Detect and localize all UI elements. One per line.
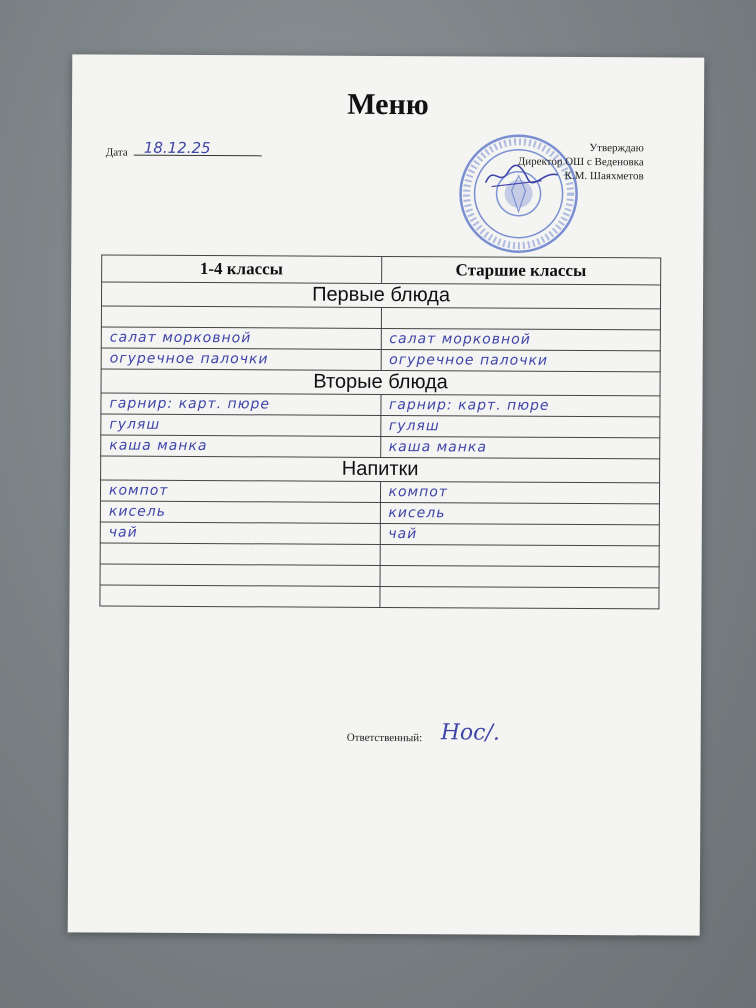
section-row-first-courses — [101, 282, 660, 309]
table-row — [100, 522, 659, 546]
section-title: Вторые блюда — [101, 369, 660, 396]
dish-cell — [100, 564, 380, 586]
section-title: Напитки — [101, 456, 660, 483]
approval-line: К.М. Шаяхметов — [564, 169, 644, 183]
dish-cell: салат морковной — [101, 327, 381, 349]
responsible-signature: Нос/. — [440, 720, 500, 746]
section-row-drinks — [101, 456, 660, 483]
table-row — [101, 348, 660, 372]
table-row — [101, 393, 660, 417]
table-row — [101, 327, 660, 351]
section-row-second-courses — [101, 369, 660, 396]
dish-cell: гуляш — [101, 414, 381, 436]
dish-cell — [380, 565, 660, 587]
dish-cell: чай — [100, 522, 380, 544]
dish-cell: гарнир: карт. пюре — [101, 393, 381, 415]
dish-cell — [100, 543, 380, 565]
table-header-row — [102, 255, 661, 285]
dish-cell — [101, 306, 381, 328]
menu-sheet — [68, 54, 705, 935]
dish-cell: кисель — [100, 501, 380, 523]
dish-cell: компот — [380, 481, 660, 503]
column-header-junior: 1-4 классы — [102, 255, 382, 283]
dish-cell: каша манка — [101, 435, 381, 457]
table-row — [101, 414, 660, 438]
responsible-label: Ответственный: — [346, 731, 423, 745]
page-title: Меню — [347, 87, 429, 122]
table-row — [100, 543, 659, 567]
dish-cell: компот — [100, 480, 380, 502]
table-row — [100, 585, 659, 609]
date-value: 18.12.25 — [143, 138, 211, 158]
menu-table — [99, 255, 661, 610]
dish-cell — [379, 586, 659, 608]
table-row — [101, 435, 660, 459]
dish-cell: салат морковной — [381, 328, 661, 350]
dish-cell — [381, 307, 661, 329]
approval-line: Директор ОШ с Веденовка — [517, 155, 644, 169]
dish-cell: чай — [380, 523, 660, 545]
column-header-senior: Старшие классы — [381, 256, 661, 284]
table-row — [100, 480, 659, 504]
date-label: Дата — [105, 146, 128, 159]
dish-cell: гарнир: карт. пюре — [380, 394, 660, 416]
table-row — [100, 501, 659, 525]
table-row — [100, 564, 659, 588]
dish-cell: огуречное палочки — [381, 349, 661, 371]
table-row — [101, 306, 660, 330]
section-title: Первые блюда — [101, 282, 660, 309]
dish-cell: кисель — [380, 502, 660, 524]
dish-cell: каша манка — [380, 436, 660, 458]
approval-line: Утверждаю — [589, 142, 644, 155]
dish-cell: гуляш — [380, 415, 660, 437]
dish-cell — [380, 544, 660, 566]
dish-cell — [100, 585, 380, 607]
director-signature — [482, 160, 562, 190]
dish-cell: огуречное палочки — [101, 348, 381, 370]
